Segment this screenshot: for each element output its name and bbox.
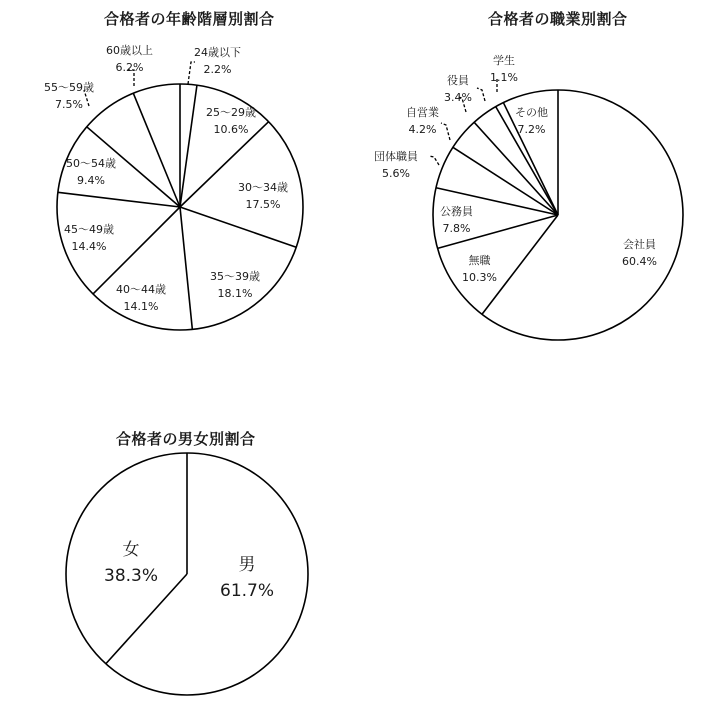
age-chart-title: 合格者の年齢階層別割合: [104, 10, 275, 28]
age-label-55-59: [44, 79, 94, 113]
label-name: 団体職員: [374, 150, 418, 163]
age-label-40-44: [116, 281, 166, 315]
label-name: 女: [122, 540, 140, 560]
label-name: 55～59歳: [44, 81, 94, 94]
label-name: 45～49歳: [64, 223, 114, 236]
label-name: 男: [238, 555, 256, 575]
label-pct: 17.5%: [245, 198, 281, 211]
label-pct: 7.8%: [442, 222, 471, 235]
occ-label-self-employed: [406, 104, 439, 138]
label-pct: 6.2%: [115, 61, 144, 74]
leader-line: [477, 88, 485, 101]
label-pct: 18.1%: [217, 287, 253, 300]
label-name: 50～54歳: [66, 157, 116, 170]
leader-line: [429, 156, 439, 165]
gender-label-male: [220, 552, 274, 604]
label-pct: 1.1%: [490, 71, 518, 84]
occ-label-student: [490, 52, 518, 86]
age-label-24-under: [194, 44, 241, 78]
gender-label-female: [104, 537, 158, 589]
occ-label-company-employee: [622, 236, 657, 270]
age-label-30-34: [238, 179, 288, 213]
label-name: 35～39歳: [210, 270, 260, 283]
label-pct: 3.4%: [444, 91, 472, 104]
label-name: 自営業: [406, 106, 439, 119]
label-name: 40～44歳: [116, 283, 166, 296]
label-pct: 38.3%: [104, 566, 159, 586]
label-name: 30～34歳: [238, 181, 288, 194]
label-name: 公務員: [440, 205, 473, 218]
occ-label-unemployed: [462, 252, 497, 286]
leader-line: [441, 123, 450, 140]
label-name: その他: [515, 106, 548, 119]
occ-label-executive: [444, 72, 472, 106]
label-name: 無職: [468, 254, 491, 267]
label-pct: 60.4%: [622, 255, 657, 268]
label-pct: 7.5%: [55, 98, 83, 111]
label-pct: 14.1%: [123, 300, 159, 313]
label-pct: 4.2%: [408, 123, 437, 136]
occ-label-civil-servant: [440, 203, 473, 237]
label-pct: 14.4%: [71, 240, 107, 253]
label-pct: 10.3%: [462, 271, 497, 284]
age-label-50-54: [66, 155, 116, 189]
label-name: 60歳以上: [106, 44, 153, 57]
label-pct: 2.2%: [203, 63, 232, 76]
age-label-60-over: [106, 42, 153, 76]
label-name: 25～29歳: [206, 106, 256, 119]
gender-chart-title: 合格者の男女別割合: [116, 430, 256, 448]
age-label-25-29: [206, 104, 256, 138]
occ-label-other: [515, 104, 548, 138]
occupation-chart-title: 合格者の職業別割合: [488, 10, 628, 28]
age-label-35-39: [210, 268, 260, 302]
label-pct: 61.7%: [220, 581, 275, 601]
label-pct: 9.4%: [77, 174, 105, 187]
occ-label-organization-staff: [374, 148, 418, 182]
label-name: 会社員: [622, 238, 656, 251]
age-label-45-49: [64, 221, 114, 255]
label-pct: 7.2%: [517, 123, 546, 136]
label-pct: 5.6%: [382, 167, 410, 180]
label-pct: 10.6%: [213, 123, 249, 136]
label-name: 学生: [492, 54, 515, 67]
label-name: 役員: [446, 74, 469, 87]
label-name: 24歳以下: [194, 46, 241, 59]
